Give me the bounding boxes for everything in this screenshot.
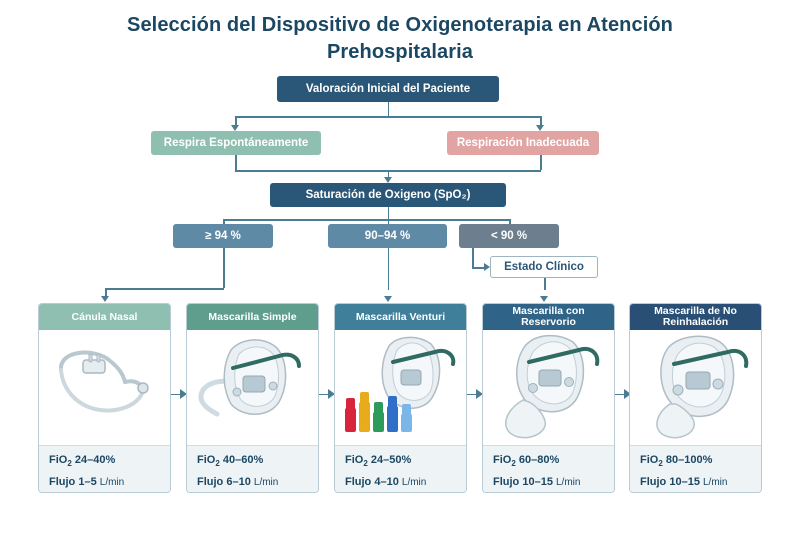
- flow-value: 10–15: [669, 476, 700, 489]
- connector-card1-v: [223, 248, 225, 288]
- node-spo2-menor-90[interactable]: < 90 %: [459, 224, 559, 248]
- device-card-specs: [483, 445, 614, 492]
- node-estado-clinico[interactable]: Estado Clínico: [490, 256, 598, 278]
- device-image-canula-nasal: [39, 330, 170, 446]
- flow-line: [640, 473, 761, 492]
- fio2-value: 24–40%: [74, 454, 116, 466]
- fio2-sub: 2: [215, 459, 220, 469]
- flow-value: 6–10: [226, 476, 251, 489]
- device-card-specs: [187, 445, 318, 492]
- flow-line: [197, 473, 318, 492]
- fio2-label: FiO: [197, 454, 216, 466]
- flow-line: [49, 473, 170, 492]
- fio2-value: 40–60%: [222, 454, 264, 466]
- flow-label: Flujo: [49, 476, 76, 489]
- device-card-specs: [335, 445, 466, 492]
- flow-label: Flujo: [493, 476, 520, 489]
- flow-unit: L/min: [556, 477, 581, 489]
- device-image-no-reinhalacion: [630, 330, 761, 446]
- flow-unit: L/min: [99, 477, 125, 489]
- device-card-title: Mascarilla Simple: [187, 304, 318, 330]
- flow-value: 10–15: [522, 476, 553, 489]
- connector-sat-down: [388, 207, 390, 219]
- reservoir-mask-icon: [483, 330, 615, 446]
- fio2-sub: 2: [363, 459, 368, 469]
- connector-left-converge-v: [235, 155, 237, 170]
- fio2-line: [49, 451, 170, 473]
- card-connector-2-3-stem: [319, 394, 328, 396]
- flow-unit: L/min: [703, 477, 728, 489]
- fio2-sub: 2: [67, 459, 72, 469]
- flow-unit: L/min: [401, 477, 427, 489]
- connector-card3-v: [388, 248, 390, 288]
- fio2-line: [493, 451, 614, 473]
- flow-unit: L/min: [253, 477, 279, 489]
- fio2-label: FiO: [640, 454, 659, 466]
- fio2-value: 24–50%: [370, 454, 412, 466]
- flow-value: 4–10: [374, 476, 399, 489]
- node-valoracion-inicial[interactable]: Valoración Inicial del Paciente: [277, 76, 499, 102]
- non-rebreather-mask-icon: [630, 330, 762, 446]
- device-card-title: Mascarilla de No Reinhalación: [630, 304, 761, 330]
- device-image-mascarilla-reservorio: [483, 330, 614, 446]
- connector-right-converge-v: [540, 155, 542, 170]
- device-card-mascarilla-venturi[interactable]: [334, 303, 467, 493]
- page-title: Selección del Dispositivo de Oxigenoterapia en Atención Prehospitalaria: [127, 14, 673, 63]
- flow-label: Flujo: [197, 476, 224, 489]
- flow-label: Flujo: [640, 476, 667, 489]
- connector-card1-h: [105, 288, 224, 290]
- connector-card4-h: [544, 288, 546, 290]
- connector-card3-h: [388, 288, 390, 290]
- fio2-value: 80–100%: [665, 454, 713, 466]
- connector-estado-v: [472, 248, 474, 267]
- flow-label: Flujo: [345, 476, 372, 489]
- node-spo2-90-94[interactable]: 90–94 %: [328, 224, 447, 248]
- venturi-mask-icon: [335, 330, 467, 446]
- flow-line: [345, 473, 466, 492]
- fio2-sub: 2: [511, 459, 516, 469]
- flow-line: [493, 473, 614, 492]
- device-card-mascarilla-reservorio[interactable]: [482, 303, 615, 493]
- fio2-line: [197, 451, 318, 473]
- device-cards: [38, 303, 762, 493]
- device-card-title: Mascarilla Venturi: [335, 304, 466, 330]
- connector-initial-down: [388, 102, 390, 116]
- node-spo2-mayor-94[interactable]: ≥ 94 %: [173, 224, 273, 248]
- simple-mask-icon: [187, 330, 319, 446]
- fio2-label: FiO: [345, 454, 364, 466]
- connector-split-h: [235, 116, 541, 118]
- card-connector-1-2-stem: [171, 394, 180, 396]
- flow-value: 1–5: [78, 476, 97, 489]
- arrow-card1: [101, 296, 109, 302]
- node-respiracion-inadecuada[interactable]: Respiración Inadecuada: [447, 131, 599, 155]
- device-card-specs: [39, 445, 170, 492]
- device-card-mascarilla-simple[interactable]: [186, 303, 319, 493]
- nasal-cannula-icon: [39, 330, 171, 446]
- device-card-title: Cánula Nasal: [39, 304, 170, 330]
- card-connector-3-4-stem: [467, 394, 476, 396]
- card-connector-4-5-stem: [615, 394, 624, 396]
- fio2-sub: 2: [658, 459, 663, 469]
- device-image-mascarilla-venturi: [335, 330, 466, 446]
- device-card-no-reinhalacion[interactable]: [629, 303, 762, 493]
- fio2-line: [345, 451, 466, 473]
- arrow-card3: [384, 296, 392, 302]
- node-respira-espontaneamente[interactable]: Respira Espontáneamente: [151, 131, 321, 155]
- fio2-label: FiO: [49, 454, 68, 466]
- device-image-mascarilla-simple: [187, 330, 318, 446]
- device-card-title: Mascarilla con Reservorio: [483, 304, 614, 330]
- fio2-value: 60–80%: [518, 454, 560, 466]
- connector-card4-v: [544, 278, 546, 288]
- connector-threeway-h: [223, 219, 510, 221]
- node-saturacion-oxigeno[interactable]: Saturación de Oxigeno (SpO₂): [270, 183, 506, 207]
- arrow-card4: [540, 296, 548, 302]
- fio2-label: FiO: [493, 454, 512, 466]
- fio2-line: [640, 451, 761, 473]
- device-card-canula-nasal[interactable]: [38, 303, 171, 493]
- device-card-specs: [630, 445, 761, 492]
